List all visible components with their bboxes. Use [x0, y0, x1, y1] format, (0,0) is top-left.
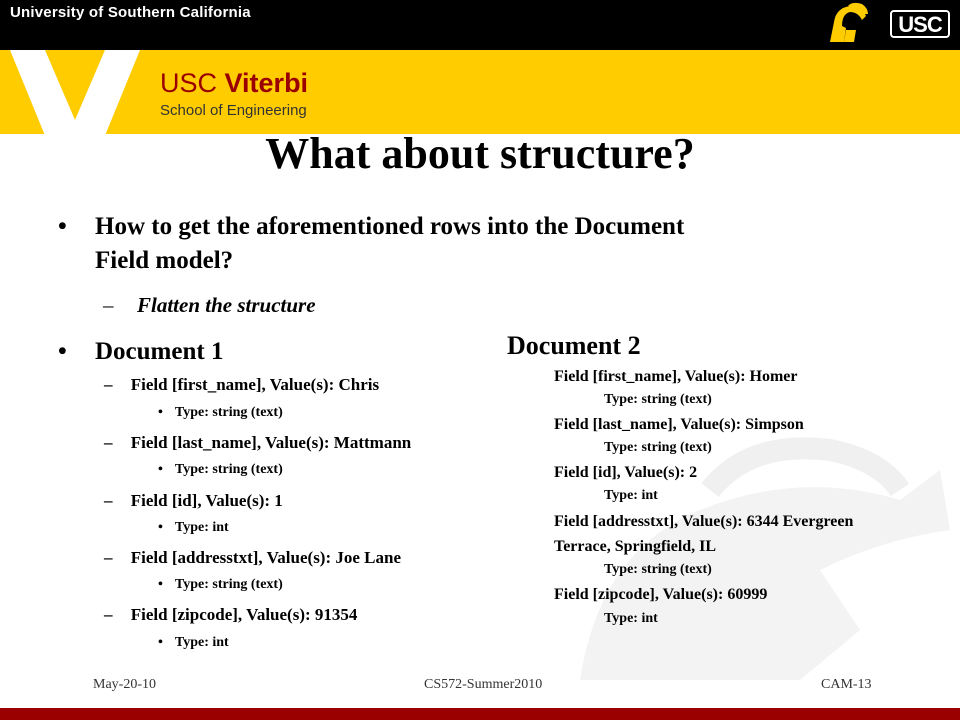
doc2-heading: Document 2	[507, 331, 641, 360]
viterbi-logo	[160, 68, 360, 120]
usc-logo: USC	[890, 10, 950, 38]
doc2-field-id: Field [id], Value(s): 2	[554, 464, 698, 481]
doc2-field-first-name: Field [first_name], Value(s): Homer	[554, 368, 798, 385]
doc1-type-zipcode: • Type: int	[158, 635, 229, 650]
doc2-field-address-cont: Terrace, Springfield, IL	[554, 538, 717, 555]
top-bar	[0, 0, 960, 50]
footer-course: CS572-Summer2010	[424, 677, 543, 692]
university-name: University of Southern California	[10, 4, 251, 21]
doc1-field-first-name: – Field [first_name], Value(s): Chris	[104, 375, 380, 394]
doc2-type-last-name: Type: string (text)	[604, 440, 712, 455]
bullet-dot: •	[58, 338, 67, 365]
doc1-field-id: – Field [id], Value(s): 1	[104, 491, 283, 510]
slide-title: What about structure?	[265, 129, 695, 178]
sub-bullet-text: Flatten the structure	[137, 293, 316, 317]
bullet-question-line2: Field model?	[95, 247, 234, 274]
doc1-type-first-name: • Type: string (text)	[158, 405, 283, 420]
doc1-type-id: • Type: int	[158, 520, 229, 535]
dash-marker: –	[103, 293, 114, 317]
doc1-type-last-name: • Type: string (text)	[158, 462, 283, 477]
doc1-type-address: • Type: string (text)	[158, 577, 283, 592]
doc2-field-last-name: Field [last_name], Value(s): Simpson	[554, 416, 804, 433]
logo-usc-text: USC	[160, 68, 218, 98]
doc2-type-id: Type: int	[604, 488, 658, 503]
logo-viterbi-text: Viterbi	[224, 68, 309, 98]
sub-bullet-flatten	[103, 293, 316, 318]
doc1-field-zipcode: – Field [zipcode], Value(s): 91354	[104, 605, 358, 624]
doc1-field-address: – Field [addresstxt], Value(s): Joe Lane	[104, 548, 402, 567]
doc2-field-zipcode: Field [zipcode], Value(s): 60999	[554, 586, 768, 603]
doc1-heading: Document 1	[95, 338, 224, 365]
doc2-type-zipcode: Type: int	[604, 611, 658, 626]
doc1-field-last-name: – Field [last_name], Value(s): Mattmann	[104, 433, 412, 452]
bullet-question-line1: How to get the aforementioned rows into the Document	[95, 213, 685, 240]
bullet-dot: •	[58, 213, 67, 240]
footer-slide-number: CAM-13	[821, 677, 872, 692]
doc2-field-address: Field [addresstxt], Value(s): 6344 Evergreen	[554, 513, 854, 530]
footer-date: May-20-10	[93, 677, 156, 692]
logo-school-text: School of Engineering	[160, 102, 307, 119]
bottom-bar	[0, 708, 960, 720]
trojan-helmet-icon	[822, 2, 872, 48]
doc2-type-first-name: Type: string (text)	[604, 392, 712, 407]
doc2-type-address: Type: string (text)	[604, 562, 712, 577]
